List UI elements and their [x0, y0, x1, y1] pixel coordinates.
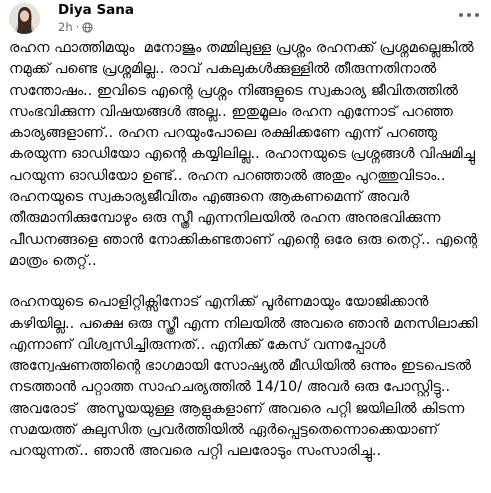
more-options-icon[interactable]: [459, 9, 479, 21]
more-dot: [467, 13, 471, 17]
more-dot: [459, 13, 463, 17]
more-dot: [475, 13, 479, 17]
post-text: [9, 38, 483, 463]
profile-photo: [9, 3, 40, 34]
post-meta: [58, 20, 93, 34]
post-time[interactable]: 2h: [58, 20, 73, 34]
meta-separator: ·: [75, 20, 80, 34]
author-name[interactable]: Diya Sana: [58, 2, 134, 18]
globe-icon[interactable]: [82, 22, 93, 33]
author-avatar[interactable]: [9, 3, 40, 34]
post-header: [0, 0, 491, 36]
post-paragraph-1: രഹന ഫാത്തിമയും മനോജും തമ്മിലുള്ള പ്രശ്നം രഹനക്ക് പ്രശ്നമല്ലെങ്കിൽ നമുക്ക് പണ്ടെ പ്രശ്നമില്ല.. രാവ് പകലുകൾക്കുള്ളിൽ തീരുന്നതിനാൽ സന്തോഷം.. ഇവിടെ എന്റെ പ്രശ്നം നിങ്ങളുടെ സ്വകാര്യ ജീവിതത്തിൽ സംഭവിക്കുന്ന വിഷയങ്ങൾ അല്ല.. ഇതുമൂലം രഹന എന്നോട് പറഞ്ഞ കാര്യങ്ങളാണ്.. രഹന പറയുംപോലെ രക്ഷിക്കണേ എന്ന് പറഞ്ഞു കരയുന്ന ഓഡിയോ എന്റെ കയ്യിലില്ല.. രഹാനയുടെ പ്രശ്നങ്ങൾ വിഷമിച്ചു പറയുന്ന ഓഡിയോ ഉണ്ട്.. രഹന പറഞ്ഞാൽ അതും പുറത്തുവിടാം.. രഹനയുടെ സ്വകാര്യജീവിതം എങ്ങനെ ആകണമെന്ന് അവർ തീരുമാനിക്കുമ്പോഴും ഒരു സ്ത്രീ എന്നനിലയിൽ രഹന അനുഭവിക്കുന്ന പീഡനങ്ങളെ ഞാൻ നോക്കികണ്ടതാണ് എന്റെ ഒരേ ഒരു തെറ്റ്.. എന്റെ മാത്രം തെറ്റ്..: [9, 40, 482, 269]
post-paragraph-2: രഹനയുടെ പൊളിറ്റിക്സിനോട് എനിക്ക് പൂർണമായും യോജിക്കാൻ കഴിയില്ല.. പക്ഷെ ഒരു സ്ത്രീ എന്ന നിലയിൽ അവരെ ഞാൻ മനസിലാക്കി എന്നാണ് വിശ്വസിച്ചിരുന്നത്.. എനിക്ക് കേസ് വന്നപ്പോൾ അന്വേഷണത്തിന്റെ ഭാഗമായി സോഷ്യൽ മീഡിയിൽ ഒന്നും ഇടപെടൽ നടത്താൻ പറ്റാത്ത സാഹചര്യത്തിൽ 14/10/ അവർ ഒരു പോസ്റ്റിട്ടു.. അവരോട് അസൂയയുള്ള ആളുകളാണ് അവരെ പറ്റി ജയിലിൽ കിടന്ന സമയത്ത് കുലുസിത പ്രവർത്തിയിൽ ഏർപ്പെട്ടതെന്നൊക്കെയാണ് പറയുന്നത്.. ഞാൻ അവരെ പറ്റി പലരോടും സംസാരിച്ചു..: [9, 294, 483, 460]
